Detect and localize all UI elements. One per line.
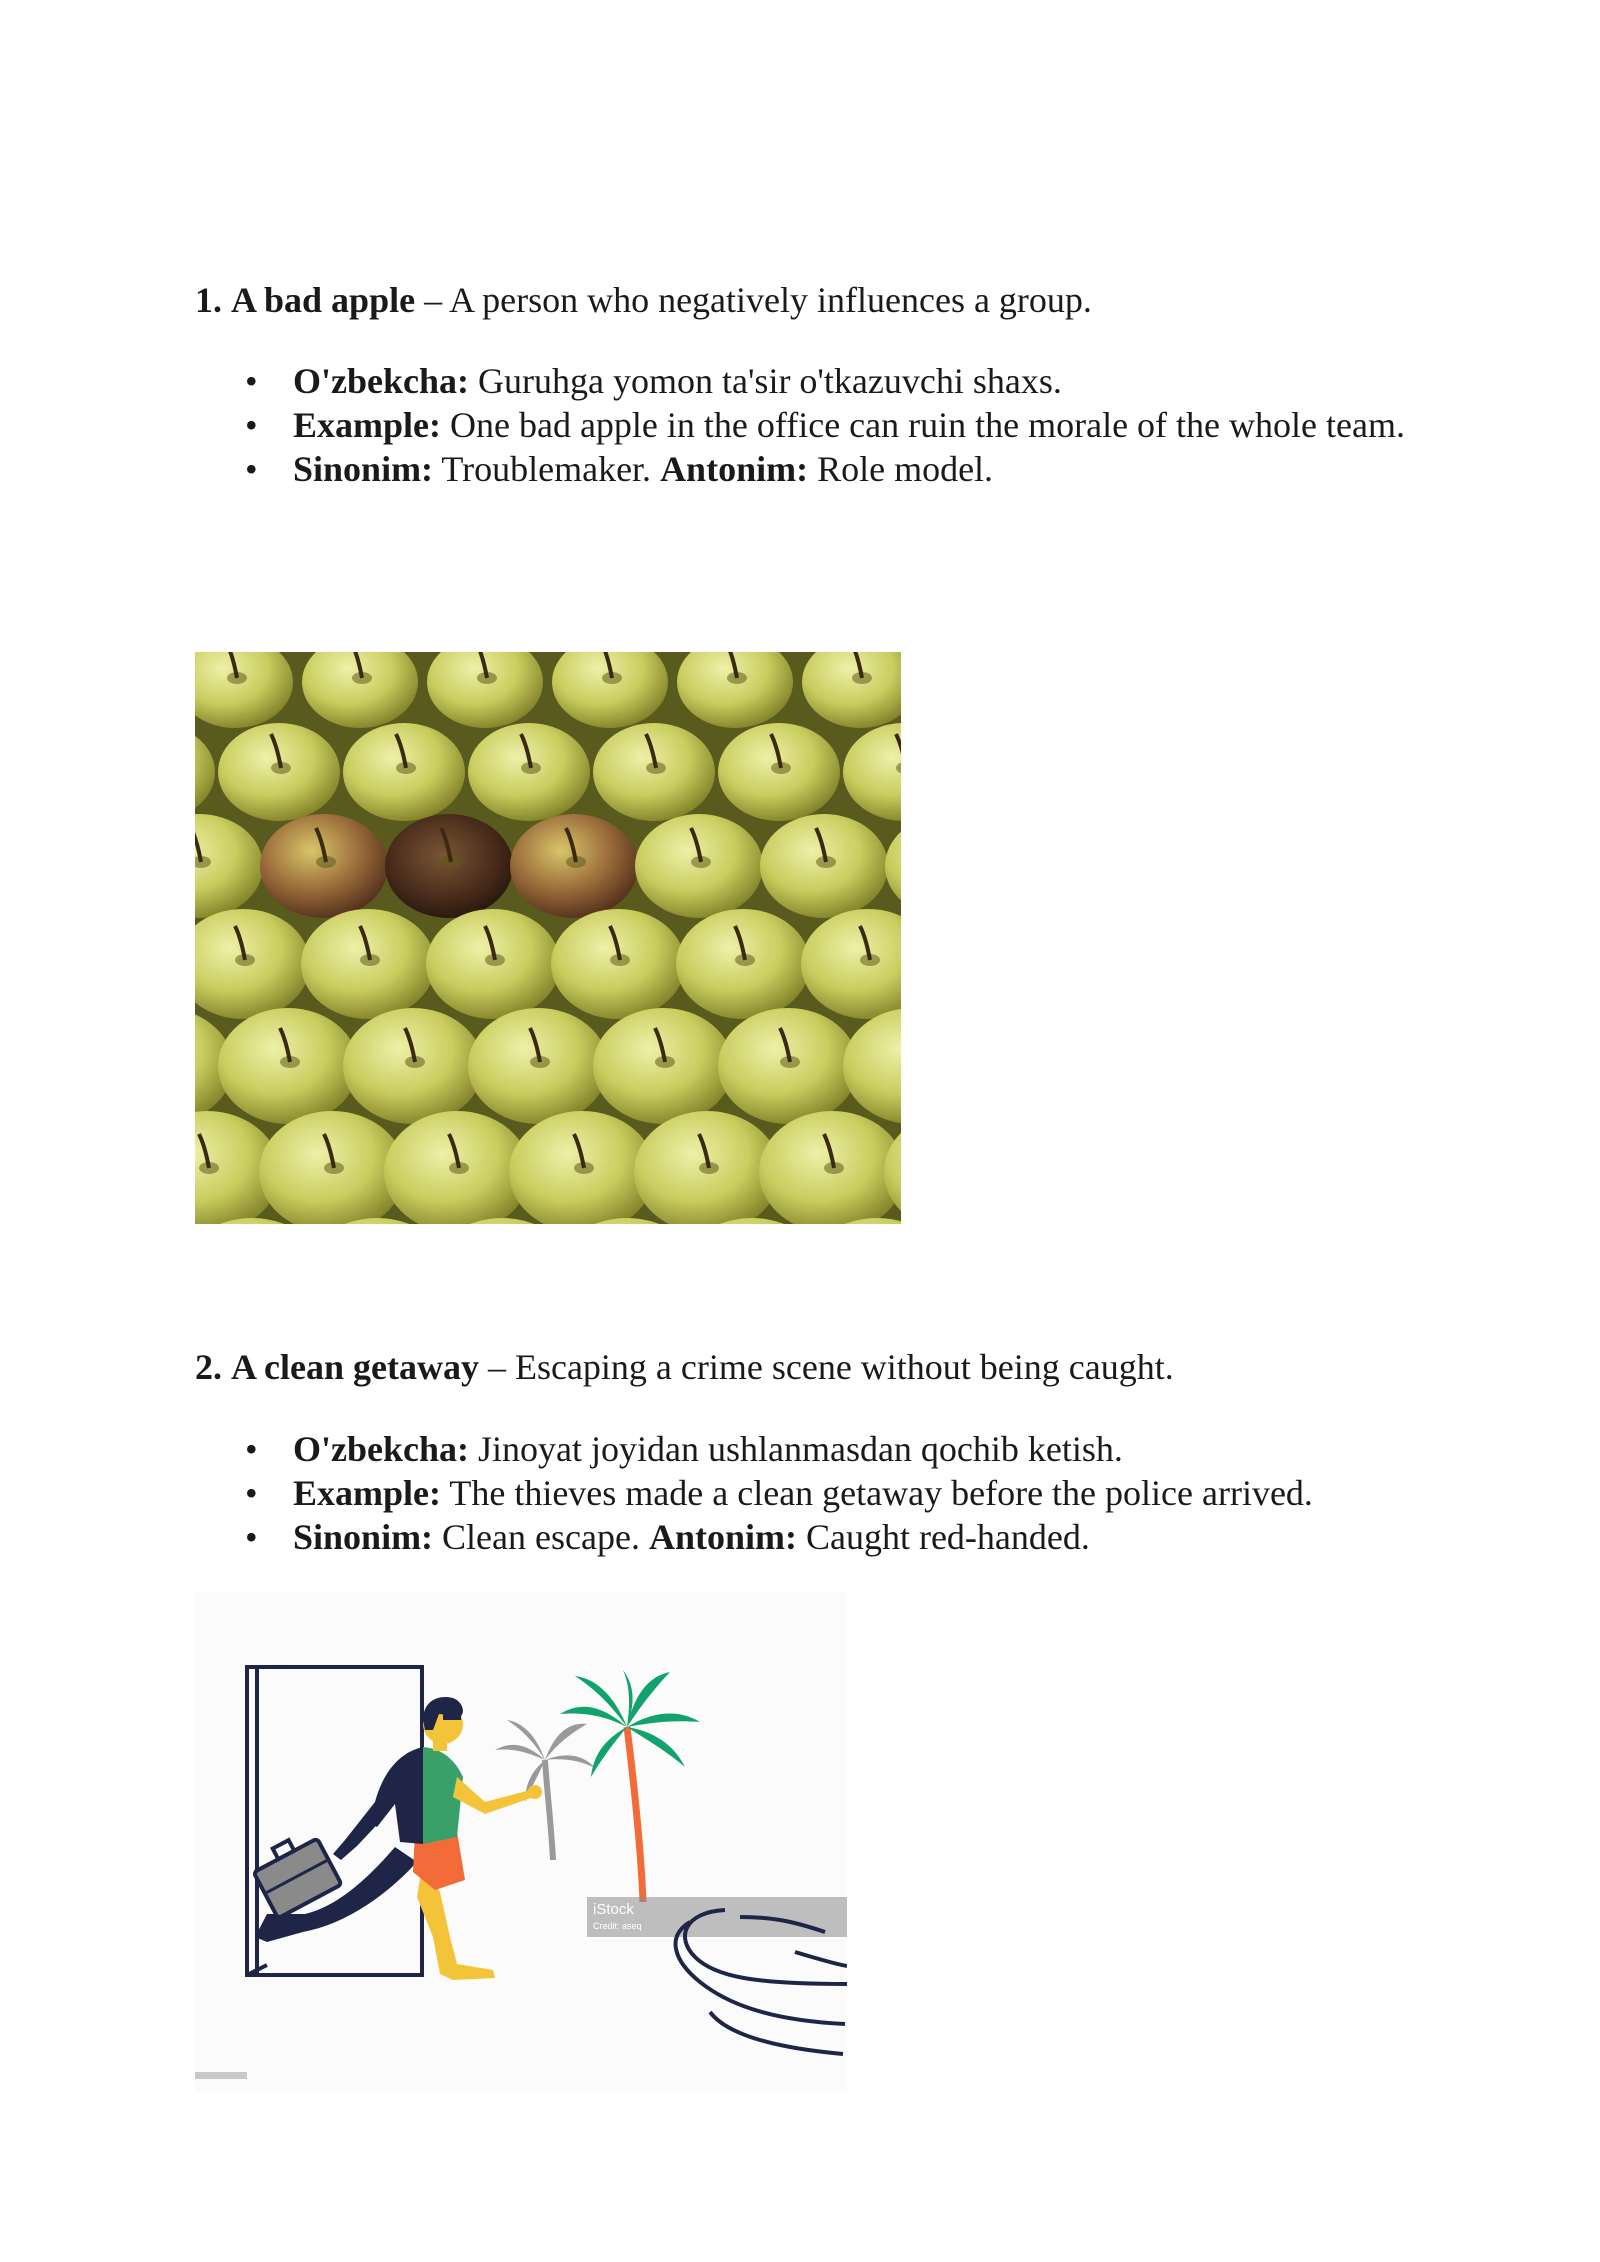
watermark-text: iStock (593, 1901, 634, 1918)
item-text-antonym: Caught red-handed. (805, 1517, 1090, 1557)
list-item (293, 1471, 1413, 1515)
idiom-number: 2. (195, 1347, 222, 1387)
idiom-term: A clean getaway (231, 1347, 479, 1387)
watermark (587, 1897, 847, 1937)
item-label: Sinonim: (293, 1517, 434, 1557)
apples-photo (195, 652, 901, 1224)
list-item (293, 1427, 1413, 1471)
item-label-antonym: Antonim: (660, 449, 809, 489)
idiom-section-2 (195, 1345, 1435, 1389)
idiom-definition: – A person who negatively influences a group. (424, 280, 1092, 320)
list-item (293, 359, 1413, 403)
idiom-details-list (293, 1427, 1413, 1559)
item-text: Troublemaker. (441, 449, 652, 489)
watermark-credit: Credit: aseq (593, 1921, 642, 1931)
idiom-heading (195, 1345, 1435, 1389)
idiom-number: 1. (195, 280, 222, 320)
item-text: Jinoyat joyidan ushlanmasdan qochib ketish. (478, 1429, 1123, 1469)
briefcase-icon (248, 1828, 342, 1918)
item-label: O'zbekcha: (293, 1429, 469, 1469)
item-label: O'zbekcha: (293, 361, 469, 401)
palm-tree-gray-icon (495, 1720, 595, 1860)
running-man-icon (248, 1697, 542, 1980)
idiom-details-list (293, 359, 1413, 491)
list-item (293, 1515, 1413, 1559)
item-label: Example: (293, 1473, 441, 1513)
item-label: Sinonim: (293, 449, 434, 489)
idiom-section-1 (195, 278, 1435, 322)
idiom-term: A bad apple (231, 280, 416, 320)
credit-bar (195, 2072, 247, 2079)
item-text: Guruhga yomon ta'sir o'tkazuvchi shaxs. (478, 361, 1062, 401)
idiom-heading (195, 278, 1435, 322)
apples-illustration (195, 652, 901, 1224)
item-text-antonym: Role model. (817, 449, 994, 489)
item-text: Clean escape. (442, 1517, 640, 1557)
list-item (293, 403, 1413, 447)
idiom-definition: – Escaping a crime scene without being caught. (487, 1347, 1174, 1387)
running-man-illustration (195, 1592, 847, 2092)
item-text: One bad apple in the office can ruin the morale of the whole team. (450, 405, 1405, 445)
item-text: The thieves made a clean getaway before the police arrived. (449, 1473, 1313, 1513)
getaway-illustration (195, 1592, 847, 2092)
item-label: Example: (293, 405, 441, 445)
item-label-antonym: Antonim: (648, 1517, 797, 1557)
list-item (293, 447, 1413, 491)
palm-tree-icon (560, 1670, 700, 1902)
